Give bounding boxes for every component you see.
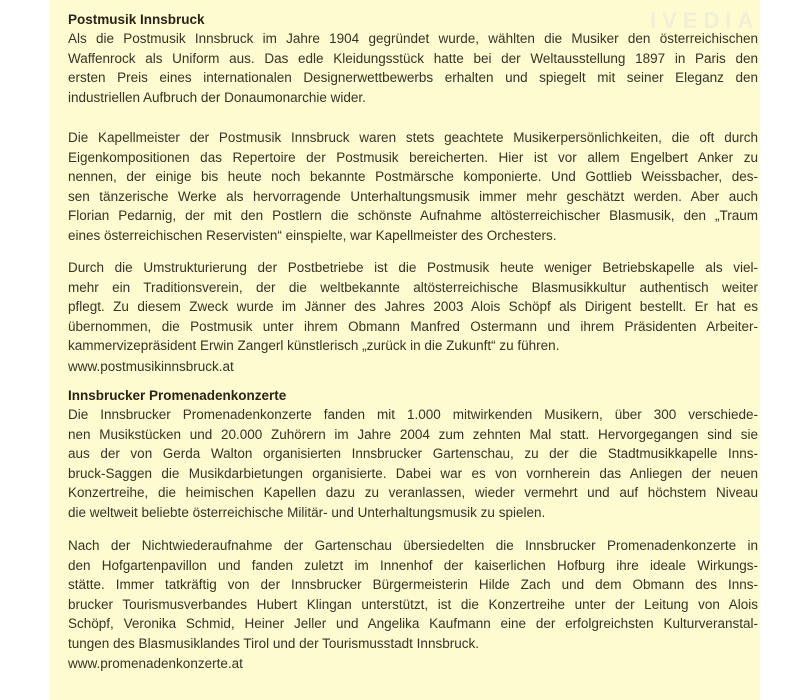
text-line: Waffenrock als Uniform aus. Das edle Kleidungsstück hatte bei der Weltausstellung 1897 in Paris den: [68, 50, 758, 66]
watermark: IVEDIA: [650, 8, 760, 33]
paragraph: [68, 405, 758, 523]
url-text[interactable]: www.postmusikinnsbruck.at: [68, 359, 234, 374]
heading: Postmusik Innsbruck: [68, 12, 205, 27]
paragraph: [68, 258, 758, 356]
text-line: mehr ein Traditionsverein, der die weltbekannte altösterreichische Blasmusikkultur authentisch weiter: [68, 279, 758, 295]
text-line: bruck-Saggen die Musikdarbietungen organisierte. Dabei war es von vornherein das Anliegen der neuen: [68, 465, 758, 481]
text-line: nen Musikstücken und 20.000 Zuhörern im Jahre 2004 zum zehnten Mal statt. Hervorgegangen sind sie: [68, 426, 758, 442]
text-line: Die Kapellmeister der Postmusik Innsbruck waren stets geachtete Musikerpersönlichkeiten, die oft durch: [68, 130, 758, 145]
text-line: die weltweit beliebte österreichische Militär- und Unterhaltungsmusik zu spielen.: [68, 504, 546, 520]
text-line: ersten Preis eines internationalen Designerwettbewerbs erhalten und spiegelt mit seiner Eleganz den: [68, 70, 758, 86]
text-line: Eigenkompositionen das Repertoire der Postmusik bereicherten. Hier ist vor allem Engelbert Anker zu: [68, 149, 758, 165]
section-title-postmusik: [68, 10, 758, 30]
text-line: kammervizepräsident Erwin Zangerl künstlerisch „zurück in die Zukunft“ zu führen.: [68, 338, 560, 354]
url-text[interactable]: www.promenadenkonzerte.at: [68, 656, 243, 671]
heading: Innsbrucker Promenadenkonzerte: [68, 388, 287, 403]
text-line: tungen des Blasmusiklandes Tirol und der Tourismusstadt Innsbruck.: [68, 635, 479, 651]
text-line: Die Innsbrucker Promenadenkonzerte fanden mit 1.000 mitwirkenden Musikern, über 300 verschiede-: [68, 407, 758, 422]
text-line: stätte. Immer tatkräftig von der Innsbrucker Bürgermeisterin Hilde Zach und dem Obmann des Inns-: [68, 577, 758, 593]
text-line: Nach der Nichtwiederaufnahme der Gartenschau übersiedelten die Innsbrucker Promenadenkonzerte in: [68, 538, 758, 553]
link-promenadenkonzerte[interactable]: [68, 654, 758, 674]
section-title-promenadenkonzerte: [68, 386, 758, 406]
text-line: übernommen, die Postmusik unter ihrem Obmann Manfred Ostermann und ihrem Präsidenten Arbeiter-: [68, 318, 758, 334]
text-line: aus der von Gerda Walton organisierten Innsbrucker Gartenschau, zu der die Stadtmusikkapelle Inns-: [68, 446, 758, 462]
text-line: Schöpf, Veronika Schmid, Heiner Jeller und Angelika Kaufmann eine der erfolgreichsten Kulturveranstal-: [68, 616, 758, 632]
text-line: den Hofgartenpavillon und fanden zuletzt im Innenhof der kaiserlichen Hofburg ihre ideale Wirkungs-: [68, 557, 758, 573]
text-line: eines österreichischen Reservisten“ einspielte, war Kapellmeister des Orchesters.: [68, 227, 557, 243]
text-line: sen tänzerische Werke als hervorragende Unterhaltungsmusik immer mehr geschätzt werden. Aber auch: [68, 188, 758, 204]
text-line: Florian Pedarnig, der mit den Postlern die schönste Aufnahme altösterreichischer Blasmusik, den „Traum: [68, 208, 758, 224]
text-line: pflegt. Zu diesem Zweck wurde im Jänner des Jahres 2003 Alois Schöpf als Dirigent bestellt. Er hat es: [68, 299, 758, 315]
text-line: Als die Postmusik Innsbruck im Jahre 1904 gegründet wurde, wählten die Musiker den österreichischen: [68, 31, 758, 46]
text-line: Konzertreihe, die heimischen Kapellen dazu zu veranlassen, wieder vermehrt und auf höchstem Niveau: [68, 485, 758, 501]
paragraph: [68, 536, 758, 654]
paragraph: [68, 128, 758, 246]
link-postmusik[interactable]: [68, 357, 758, 377]
text-line: industriellen Aufbruch der Donaumonarchie wider.: [68, 89, 366, 105]
paragraph: [68, 29, 758, 107]
text-line: Durch die Umstrukturierung der Postbetriebe ist die Postmusik heute weniger Betriebskapelle als viel-: [68, 260, 758, 275]
text-line: brucker Tourismusverbandes Hubert Klingan unterstützt, ist die Konzertreihe unter der Leitung von Alois: [68, 596, 758, 612]
text-line: nennen, der einige bis heute noch bekannte Postmärsche komponierte. Und Gottlieb Weissbacher, des-: [68, 169, 758, 185]
